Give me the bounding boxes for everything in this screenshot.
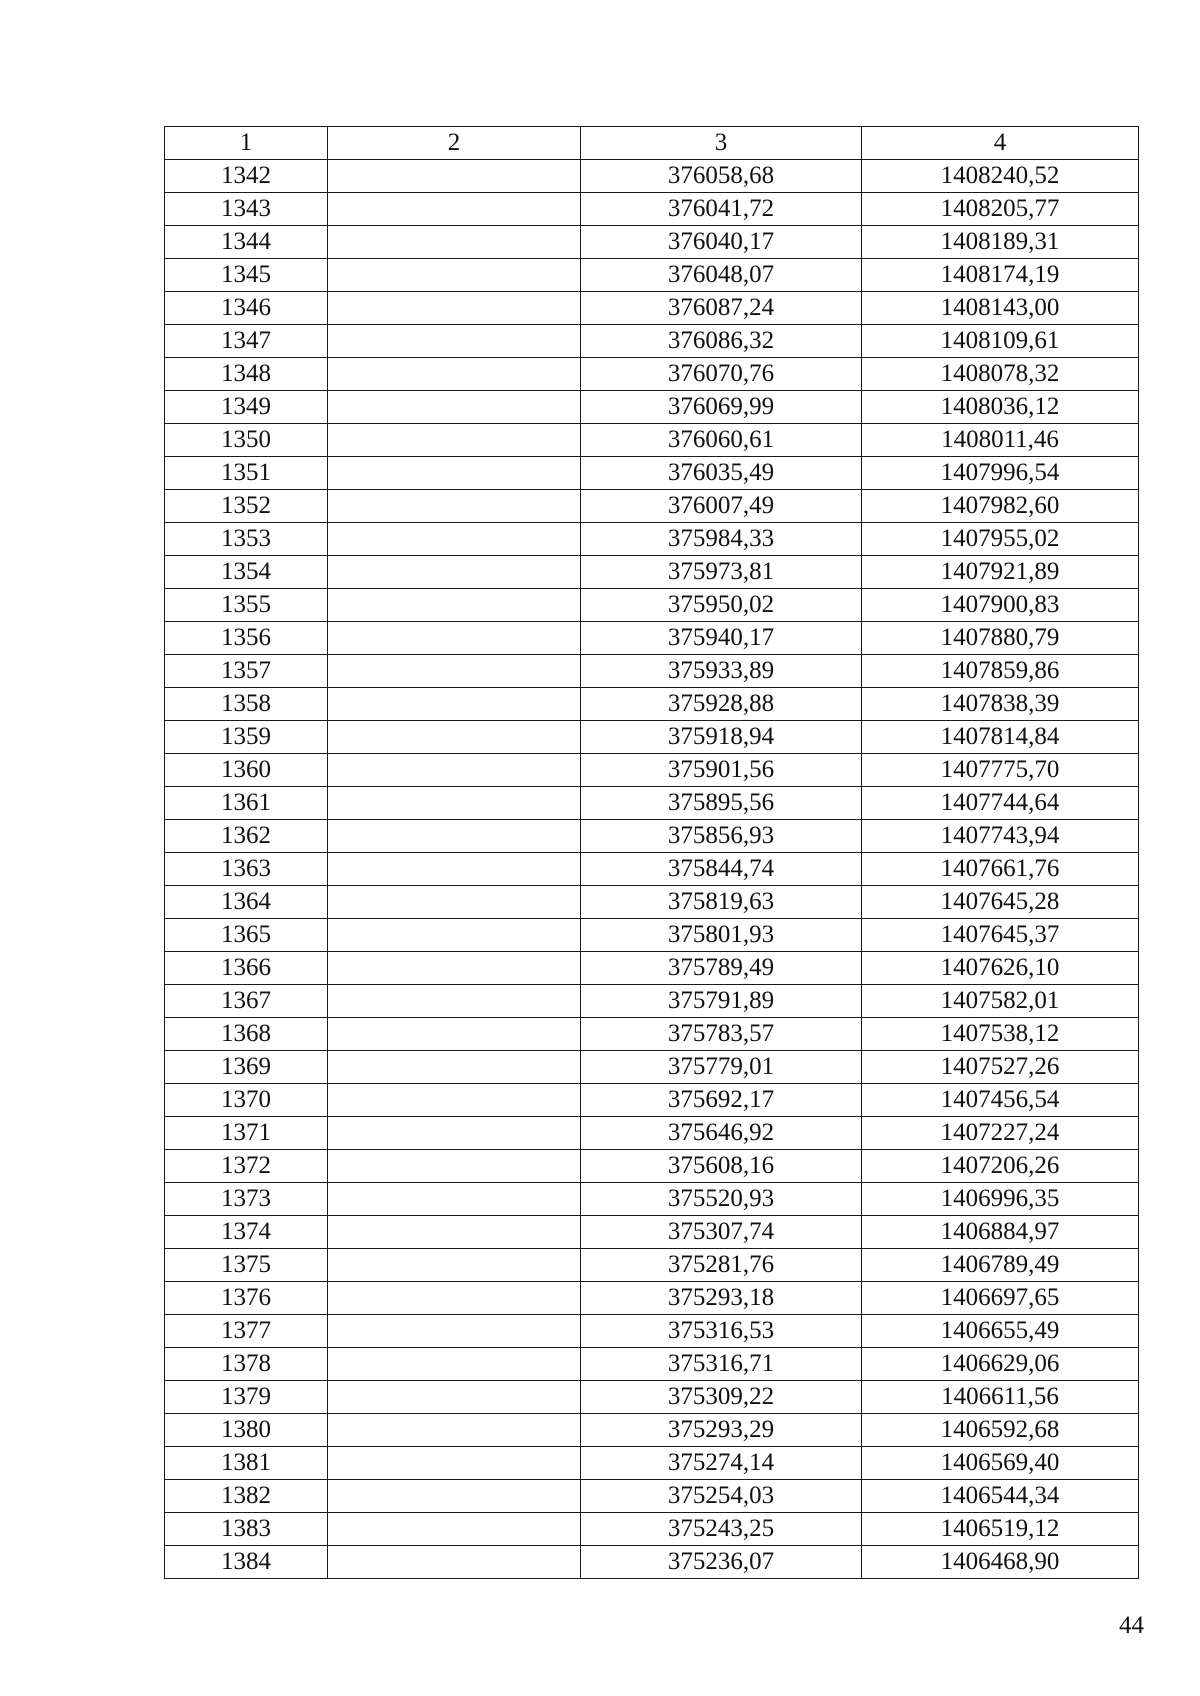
table-row	[165, 226, 1139, 259]
description-cell	[328, 1315, 581, 1348]
x-coordinate-cell: 375801,93	[581, 919, 862, 952]
x-coordinate-cell: 375274,14	[581, 1447, 862, 1480]
point-number-cell: 1347	[165, 325, 328, 358]
y-coordinate-cell: 1407838,39	[862, 688, 1139, 721]
point-number-cell: 1370	[165, 1084, 328, 1117]
point-number-cell: 1383	[165, 1513, 328, 1546]
point-number-cell: 1375	[165, 1249, 328, 1282]
point-number-cell: 1357	[165, 655, 328, 688]
table-row	[165, 1051, 1139, 1084]
point-number-cell: 1362	[165, 820, 328, 853]
description-cell	[328, 556, 581, 589]
x-coordinate-cell: 375940,17	[581, 622, 862, 655]
y-coordinate-cell: 1407645,28	[862, 886, 1139, 919]
table-row	[165, 1480, 1139, 1513]
y-coordinate-cell: 1408011,46	[862, 424, 1139, 457]
column-header-4: 4	[862, 127, 1139, 160]
description-cell	[328, 1546, 581, 1579]
x-coordinate-cell: 375692,17	[581, 1084, 862, 1117]
y-coordinate-cell: 1406655,49	[862, 1315, 1139, 1348]
x-coordinate-cell: 376087,24	[581, 292, 862, 325]
point-number-cell: 1367	[165, 985, 328, 1018]
description-cell	[328, 1051, 581, 1084]
description-cell	[328, 853, 581, 886]
point-number-cell: 1361	[165, 787, 328, 820]
description-cell	[328, 1150, 581, 1183]
y-coordinate-cell: 1406996,35	[862, 1183, 1139, 1216]
table-row	[165, 1513, 1139, 1546]
description-cell	[328, 358, 581, 391]
description-cell	[328, 721, 581, 754]
y-coordinate-cell: 1406544,34	[862, 1480, 1139, 1513]
table-row	[165, 1084, 1139, 1117]
y-coordinate-cell: 1407582,01	[862, 985, 1139, 1018]
point-number-cell: 1355	[165, 589, 328, 622]
x-coordinate-cell: 375243,25	[581, 1513, 862, 1546]
point-number-cell: 1368	[165, 1018, 328, 1051]
x-coordinate-cell: 376058,68	[581, 160, 862, 193]
x-coordinate-cell: 375844,74	[581, 853, 862, 886]
table-row	[165, 292, 1139, 325]
table-row	[165, 1315, 1139, 1348]
table-row	[165, 952, 1139, 985]
x-coordinate-cell: 376035,49	[581, 457, 862, 490]
table-row	[165, 754, 1139, 787]
y-coordinate-cell: 1407744,64	[862, 787, 1139, 820]
point-number-cell: 1377	[165, 1315, 328, 1348]
header-row	[165, 127, 1139, 160]
x-coordinate-cell: 376007,49	[581, 490, 862, 523]
x-coordinate-cell: 376060,61	[581, 424, 862, 457]
point-number-cell: 1352	[165, 490, 328, 523]
description-cell	[328, 1348, 581, 1381]
table-row	[165, 787, 1139, 820]
description-cell	[328, 424, 581, 457]
coordinates-table	[164, 126, 1139, 1579]
x-coordinate-cell: 375973,81	[581, 556, 862, 589]
x-coordinate-cell: 375933,89	[581, 655, 862, 688]
point-number-cell: 1382	[165, 1480, 328, 1513]
description-cell	[328, 1480, 581, 1513]
description-cell	[328, 1249, 581, 1282]
x-coordinate-cell: 375293,29	[581, 1414, 862, 1447]
point-number-cell: 1350	[165, 424, 328, 457]
table-row	[165, 358, 1139, 391]
x-coordinate-cell: 375779,01	[581, 1051, 862, 1084]
description-cell	[328, 655, 581, 688]
x-coordinate-cell: 376069,99	[581, 391, 862, 424]
y-coordinate-cell: 1407645,37	[862, 919, 1139, 952]
point-number-cell: 1371	[165, 1117, 328, 1150]
description-cell	[328, 193, 581, 226]
column-header-3: 3	[581, 127, 862, 160]
y-coordinate-cell: 1407538,12	[862, 1018, 1139, 1051]
x-coordinate-cell: 376041,72	[581, 193, 862, 226]
description-cell	[328, 457, 581, 490]
table-row	[165, 1447, 1139, 1480]
description-cell	[328, 1447, 581, 1480]
point-number-cell: 1380	[165, 1414, 328, 1447]
y-coordinate-cell: 1406884,97	[862, 1216, 1139, 1249]
table-row	[165, 919, 1139, 952]
x-coordinate-cell: 375236,07	[581, 1546, 862, 1579]
table-row	[165, 1348, 1139, 1381]
point-number-cell: 1369	[165, 1051, 328, 1084]
x-coordinate-cell: 376040,17	[581, 226, 862, 259]
table-row	[165, 1249, 1139, 1282]
description-cell	[328, 787, 581, 820]
description-cell	[328, 391, 581, 424]
point-number-cell: 1378	[165, 1348, 328, 1381]
table-row	[165, 721, 1139, 754]
description-cell	[328, 754, 581, 787]
y-coordinate-cell: 1406468,90	[862, 1546, 1139, 1579]
table-row	[165, 457, 1139, 490]
y-coordinate-cell: 1407227,24	[862, 1117, 1139, 1150]
x-coordinate-cell: 375293,18	[581, 1282, 862, 1315]
column-header-2: 2	[328, 127, 581, 160]
table-row	[165, 1414, 1139, 1447]
x-coordinate-cell: 375254,03	[581, 1480, 862, 1513]
table-row	[165, 424, 1139, 457]
y-coordinate-cell: 1406629,06	[862, 1348, 1139, 1381]
point-number-cell: 1342	[165, 160, 328, 193]
y-coordinate-cell: 1406611,56	[862, 1381, 1139, 1414]
description-cell	[328, 622, 581, 655]
description-cell	[328, 1018, 581, 1051]
x-coordinate-cell: 375309,22	[581, 1381, 862, 1414]
description-cell	[328, 490, 581, 523]
point-number-cell: 1356	[165, 622, 328, 655]
point-number-cell: 1344	[165, 226, 328, 259]
x-coordinate-cell: 375520,93	[581, 1183, 862, 1216]
table-row	[165, 1117, 1139, 1150]
description-cell	[328, 985, 581, 1018]
y-coordinate-cell: 1407527,26	[862, 1051, 1139, 1084]
y-coordinate-cell: 1407775,70	[862, 754, 1139, 787]
point-number-cell: 1376	[165, 1282, 328, 1315]
y-coordinate-cell: 1407456,54	[862, 1084, 1139, 1117]
description-cell	[328, 919, 581, 952]
table-row	[165, 1150, 1139, 1183]
description-cell	[328, 1084, 581, 1117]
y-coordinate-cell: 1407661,76	[862, 853, 1139, 886]
y-coordinate-cell: 1407900,83	[862, 589, 1139, 622]
table-row	[165, 1216, 1139, 1249]
table-row	[165, 688, 1139, 721]
x-coordinate-cell: 375901,56	[581, 754, 862, 787]
point-number-cell: 1381	[165, 1447, 328, 1480]
point-number-cell: 1343	[165, 193, 328, 226]
x-coordinate-cell: 375984,33	[581, 523, 862, 556]
description-cell	[328, 1183, 581, 1216]
table-row	[165, 523, 1139, 556]
description-cell	[328, 292, 581, 325]
y-coordinate-cell: 1407626,10	[862, 952, 1139, 985]
x-coordinate-cell: 375316,53	[581, 1315, 862, 1348]
table-row	[165, 1018, 1139, 1051]
y-coordinate-cell: 1408205,77	[862, 193, 1139, 226]
table-row	[165, 490, 1139, 523]
x-coordinate-cell: 375895,56	[581, 787, 862, 820]
table-row	[165, 820, 1139, 853]
point-number-cell: 1379	[165, 1381, 328, 1414]
description-cell	[328, 886, 581, 919]
x-coordinate-cell: 376086,32	[581, 325, 862, 358]
x-coordinate-cell: 375789,49	[581, 952, 862, 985]
table-row	[165, 886, 1139, 919]
point-number-cell: 1353	[165, 523, 328, 556]
point-number-cell: 1359	[165, 721, 328, 754]
table-row	[165, 1546, 1139, 1579]
x-coordinate-cell: 375950,02	[581, 589, 862, 622]
y-coordinate-cell: 1408174,19	[862, 259, 1139, 292]
x-coordinate-cell: 376070,76	[581, 358, 862, 391]
table-row	[165, 556, 1139, 589]
description-cell	[328, 1414, 581, 1447]
y-coordinate-cell: 1408109,61	[862, 325, 1139, 358]
y-coordinate-cell: 1406592,68	[862, 1414, 1139, 1447]
y-coordinate-cell: 1408078,32	[862, 358, 1139, 391]
y-coordinate-cell: 1408240,52	[862, 160, 1139, 193]
description-cell	[328, 1513, 581, 1546]
x-coordinate-cell: 375928,88	[581, 688, 862, 721]
y-coordinate-cell: 1408036,12	[862, 391, 1139, 424]
point-number-cell: 1373	[165, 1183, 328, 1216]
x-coordinate-cell: 375316,71	[581, 1348, 862, 1381]
point-number-cell: 1349	[165, 391, 328, 424]
y-coordinate-cell: 1407206,26	[862, 1150, 1139, 1183]
table-row	[165, 160, 1139, 193]
description-cell	[328, 1117, 581, 1150]
table-row	[165, 1282, 1139, 1315]
point-number-cell: 1364	[165, 886, 328, 919]
x-coordinate-cell: 375819,63	[581, 886, 862, 919]
table-row	[165, 1183, 1139, 1216]
column-header-1: 1	[165, 127, 328, 160]
point-number-cell: 1354	[165, 556, 328, 589]
point-number-cell: 1365	[165, 919, 328, 952]
point-number-cell: 1372	[165, 1150, 328, 1183]
description-cell	[328, 1282, 581, 1315]
description-cell	[328, 1216, 581, 1249]
point-number-cell: 1384	[165, 1546, 328, 1579]
x-coordinate-cell: 375608,16	[581, 1150, 862, 1183]
description-cell	[328, 688, 581, 721]
x-coordinate-cell: 375307,74	[581, 1216, 862, 1249]
y-coordinate-cell: 1407921,89	[862, 556, 1139, 589]
table-row	[165, 985, 1139, 1018]
y-coordinate-cell: 1407814,84	[862, 721, 1139, 754]
point-number-cell: 1360	[165, 754, 328, 787]
x-coordinate-cell: 375918,94	[581, 721, 862, 754]
x-coordinate-cell: 375783,57	[581, 1018, 862, 1051]
x-coordinate-cell: 375281,76	[581, 1249, 862, 1282]
point-number-cell: 1348	[165, 358, 328, 391]
point-number-cell: 1345	[165, 259, 328, 292]
table-row	[165, 193, 1139, 226]
table-row	[165, 1381, 1139, 1414]
description-cell	[328, 226, 581, 259]
point-number-cell: 1366	[165, 952, 328, 985]
table-row	[165, 853, 1139, 886]
point-number-cell: 1351	[165, 457, 328, 490]
x-coordinate-cell: 375646,92	[581, 1117, 862, 1150]
table-row	[165, 391, 1139, 424]
page-number: 44	[1119, 1612, 1144, 1639]
description-cell	[328, 523, 581, 556]
point-number-cell: 1358	[165, 688, 328, 721]
table-row	[165, 622, 1139, 655]
table-row	[165, 655, 1139, 688]
y-coordinate-cell: 1406697,65	[862, 1282, 1139, 1315]
x-coordinate-cell: 375791,89	[581, 985, 862, 1018]
description-cell	[328, 259, 581, 292]
description-cell	[328, 820, 581, 853]
description-cell	[328, 1381, 581, 1414]
y-coordinate-cell: 1406519,12	[862, 1513, 1139, 1546]
y-coordinate-cell: 1408189,31	[862, 226, 1139, 259]
description-cell	[328, 160, 581, 193]
table-header	[165, 127, 1139, 160]
y-coordinate-cell: 1406569,40	[862, 1447, 1139, 1480]
x-coordinate-cell: 375856,93	[581, 820, 862, 853]
point-number-cell: 1374	[165, 1216, 328, 1249]
point-number-cell: 1346	[165, 292, 328, 325]
table-row	[165, 325, 1139, 358]
table-body	[165, 160, 1139, 1579]
description-cell	[328, 589, 581, 622]
y-coordinate-cell: 1407743,94	[862, 820, 1139, 853]
y-coordinate-cell: 1406789,49	[862, 1249, 1139, 1282]
point-number-cell: 1363	[165, 853, 328, 886]
y-coordinate-cell: 1407880,79	[862, 622, 1139, 655]
description-cell	[328, 325, 581, 358]
table-row	[165, 589, 1139, 622]
description-cell	[328, 952, 581, 985]
y-coordinate-cell: 1407982,60	[862, 490, 1139, 523]
y-coordinate-cell: 1407996,54	[862, 457, 1139, 490]
y-coordinate-cell: 1407859,86	[862, 655, 1139, 688]
y-coordinate-cell: 1407955,02	[862, 523, 1139, 556]
table-row	[165, 259, 1139, 292]
y-coordinate-cell: 1408143,00	[862, 292, 1139, 325]
x-coordinate-cell: 376048,07	[581, 259, 862, 292]
